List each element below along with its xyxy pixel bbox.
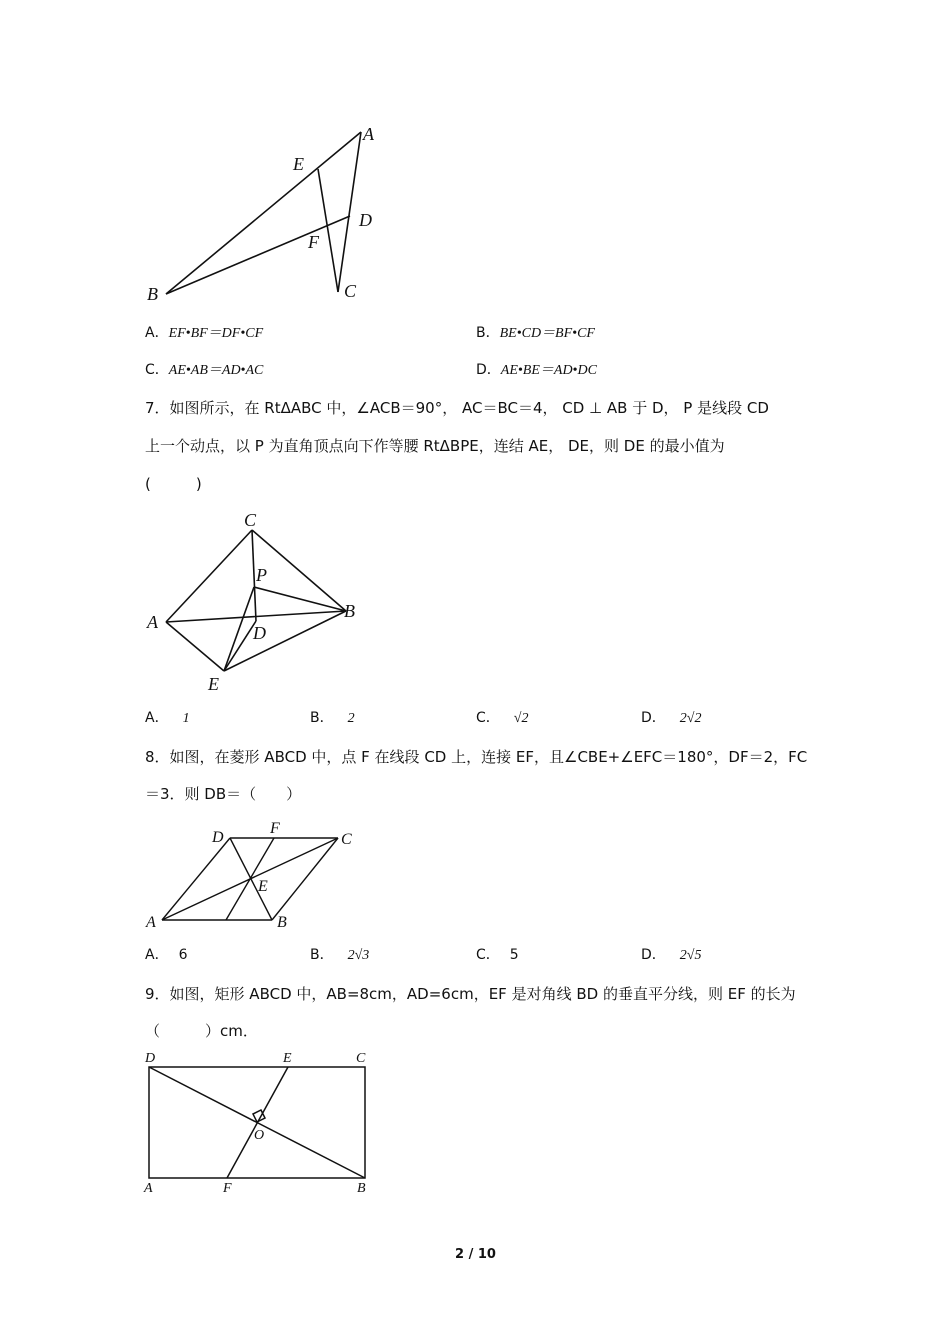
q7-option-d: [641, 708, 701, 729]
q7-label-d: D: [253, 623, 266, 643]
q9-label-e: E: [283, 1051, 292, 1066]
q8-option-b: [310, 945, 369, 966]
q6-option-a-letter: A．: [145, 325, 169, 341]
q6-option-c: [145, 360, 263, 381]
q6-option-c-text: AE•AB＝AD•AC: [168, 363, 264, 378]
q6-option-a-text: EF•BF＝DF•CF: [168, 326, 264, 341]
q8-option-c-letter: C．: [476, 947, 500, 963]
q7-option-d-letter: D．: [641, 710, 666, 726]
q9-label-c: C: [356, 1051, 366, 1066]
q6-option-a: [145, 323, 263, 344]
q8-option-a-letter: A．: [145, 947, 169, 963]
q8-label-f: F: [270, 820, 280, 837]
q7-figure: [140, 505, 370, 700]
q9-label-f: F: [223, 1181, 232, 1196]
q7-option-c: [476, 708, 528, 729]
q7-label-e: E: [208, 674, 219, 694]
q8-label-c: C: [341, 831, 352, 848]
q7-option-a-text: 1: [182, 711, 190, 726]
q9-label-b: B: [357, 1181, 366, 1196]
q7-label-b: B: [344, 601, 355, 621]
q8-option-a: [145, 945, 188, 965]
q8-option-a-text: 6: [178, 947, 188, 963]
q8-option-c: [476, 945, 519, 965]
q8-label-e: E: [258, 878, 268, 895]
q7-option-a: [145, 708, 190, 729]
q8-label-a: A: [146, 914, 156, 931]
q7-option-b: [310, 708, 355, 729]
q9-label-o: O: [254, 1128, 265, 1143]
q6-figure: [140, 120, 390, 305]
q8-figure: [140, 818, 370, 933]
q7-stem-line2: 上一个动点，以 P 为直角顶点向下作等腰 RtΔBPE，连结 AE， DE，则 DE 的最小值为: [145, 437, 725, 455]
q6-option-d-text: AE•BE＝AD•DC: [500, 363, 597, 378]
q7-option-d-text: 2√2: [679, 711, 702, 726]
q7-stem-line3: ( ): [145, 475, 202, 493]
q7-option-c-letter: C．: [476, 710, 500, 726]
q6-label-c: C: [344, 281, 357, 301]
q6-label-f: F: [308, 232, 319, 252]
q6-label-e: E: [293, 154, 304, 174]
q8-option-d-letter: D．: [641, 947, 666, 963]
q6-label-d: D: [359, 210, 372, 230]
q6-option-b-text: BE•CD＝BF•CF: [499, 326, 595, 341]
q6-option-c-letter: C．: [145, 362, 169, 378]
q9-label-a: A: [144, 1181, 153, 1196]
q6-label-b: B: [147, 284, 158, 304]
q6-option-b-letter: B．: [476, 325, 500, 341]
q8-option-b-text: 2√3: [347, 948, 370, 963]
q8-stem-line2: ＝3．则 DB＝（ ）: [145, 785, 302, 803]
q7-option-c-text: √2: [513, 711, 529, 726]
q6-option-d: [476, 360, 597, 381]
q6-option-b: [476, 323, 595, 344]
q8-stem-line1: 8．如图，在菱形 ABCD 中，点 F 在线段 CD 上，连接 EF，且∠CBE+∠EFC＝180°，DF＝2，FC: [145, 748, 808, 766]
q8-option-d-text: 2√5: [679, 948, 702, 963]
q8-option-c-text: 5: [509, 947, 519, 963]
q8-label-b: B: [277, 914, 287, 931]
q7-option-b-letter: B．: [310, 710, 334, 726]
q7-stem-line1: 7．如图所示，在 RtΔABC 中，∠ACB＝90°， AC＝BC＝4， CD ⊥ AB 于 D， P 是线段 CD: [145, 399, 769, 417]
q9-figure: [140, 1048, 380, 1198]
q9-label-d: D: [145, 1051, 156, 1066]
q8-option-d: [641, 945, 701, 966]
q6-option-d-letter: D．: [476, 362, 501, 378]
q7-label-p: P: [256, 565, 267, 585]
q8-label-d: D: [212, 829, 224, 846]
q6-label-a: A: [363, 124, 374, 144]
q9-stem-line1: 9．如图，矩形 ABCD 中，AB=8cm，AD=6cm，EF 是对角线 BD 的垂直平分线，则 EF 的长为: [145, 985, 796, 1003]
q7-label-c: C: [244, 510, 257, 530]
q7-option-a-letter: A．: [145, 710, 169, 726]
page-number: 2 / 10: [455, 1247, 496, 1262]
q7-label-a: A: [147, 612, 158, 632]
q8-option-b-letter: B．: [310, 947, 334, 963]
q9-stem-line2: （ ）cm．: [145, 1022, 258, 1040]
q7-option-b-text: 2: [347, 711, 355, 726]
